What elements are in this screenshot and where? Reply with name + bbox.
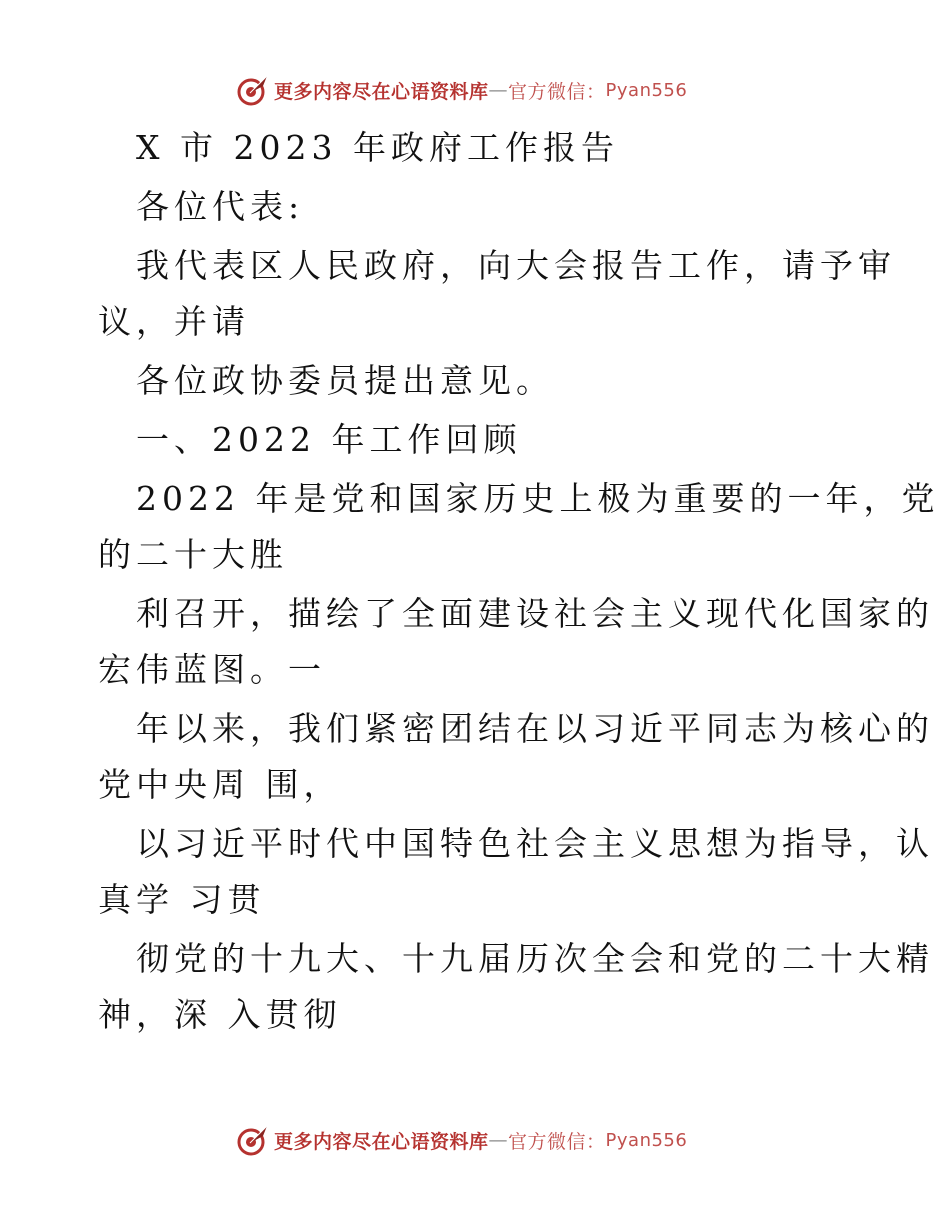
paragraph-line: 2022 年是党和国家历史上极为重要的一年，党 xyxy=(136,479,940,518)
paragraph-line: 宏伟蓝图。一 xyxy=(98,650,326,689)
paragraph-line: 的二十大胜 xyxy=(98,535,288,574)
watermark-tail-text: 官方微信： xyxy=(508,80,606,103)
paragraph-line: 各位政协委员提出意见。 xyxy=(136,361,554,400)
watermark-header xyxy=(236,72,687,108)
watermark-wechat-id: Pyan556 xyxy=(605,1129,688,1151)
watermark-main-text: 更多内容尽在心语资料库 xyxy=(274,1130,489,1153)
paragraph-line: 利召开，描绘了全面建设社会主义现代化国家的 xyxy=(136,594,934,633)
document-title: X 市 2023 年政府工作报告 xyxy=(136,128,619,167)
watermark-separator: — xyxy=(488,79,509,101)
paragraph-line: 我代表区人民政府，向大会报告工作，请予审 xyxy=(136,246,896,285)
paragraph-line: 议，并请 xyxy=(98,302,250,341)
paragraph-line: 党中央周 围， xyxy=(98,765,342,804)
section-heading: 一、2022 年工作回顾 xyxy=(136,420,522,459)
watermark-footer xyxy=(236,1122,687,1158)
watermark-main-text: 更多内容尽在心语资料库 xyxy=(274,80,489,103)
salutation: 各位代表: xyxy=(136,187,305,226)
quill-logo-icon xyxy=(236,73,270,107)
paragraph-line: 神，深 入贯彻 xyxy=(98,995,342,1034)
watermark-separator: — xyxy=(488,1129,509,1151)
paragraph-line: 年以来，我们紧密团结在以习近平同志为核心的 xyxy=(136,709,934,748)
paragraph-line: 彻党的十九大、十九届历次全会和党的二十大精 xyxy=(136,939,934,978)
paragraph-line: 真学 习贯 xyxy=(98,880,266,919)
quill-logo-icon xyxy=(236,1123,270,1157)
watermark-wechat-id: Pyan556 xyxy=(605,79,688,101)
paragraph-line: 以习近平时代中国特色社会主义思想为指导，认 xyxy=(136,824,934,863)
watermark-tail-text: 官方微信： xyxy=(508,1130,606,1153)
